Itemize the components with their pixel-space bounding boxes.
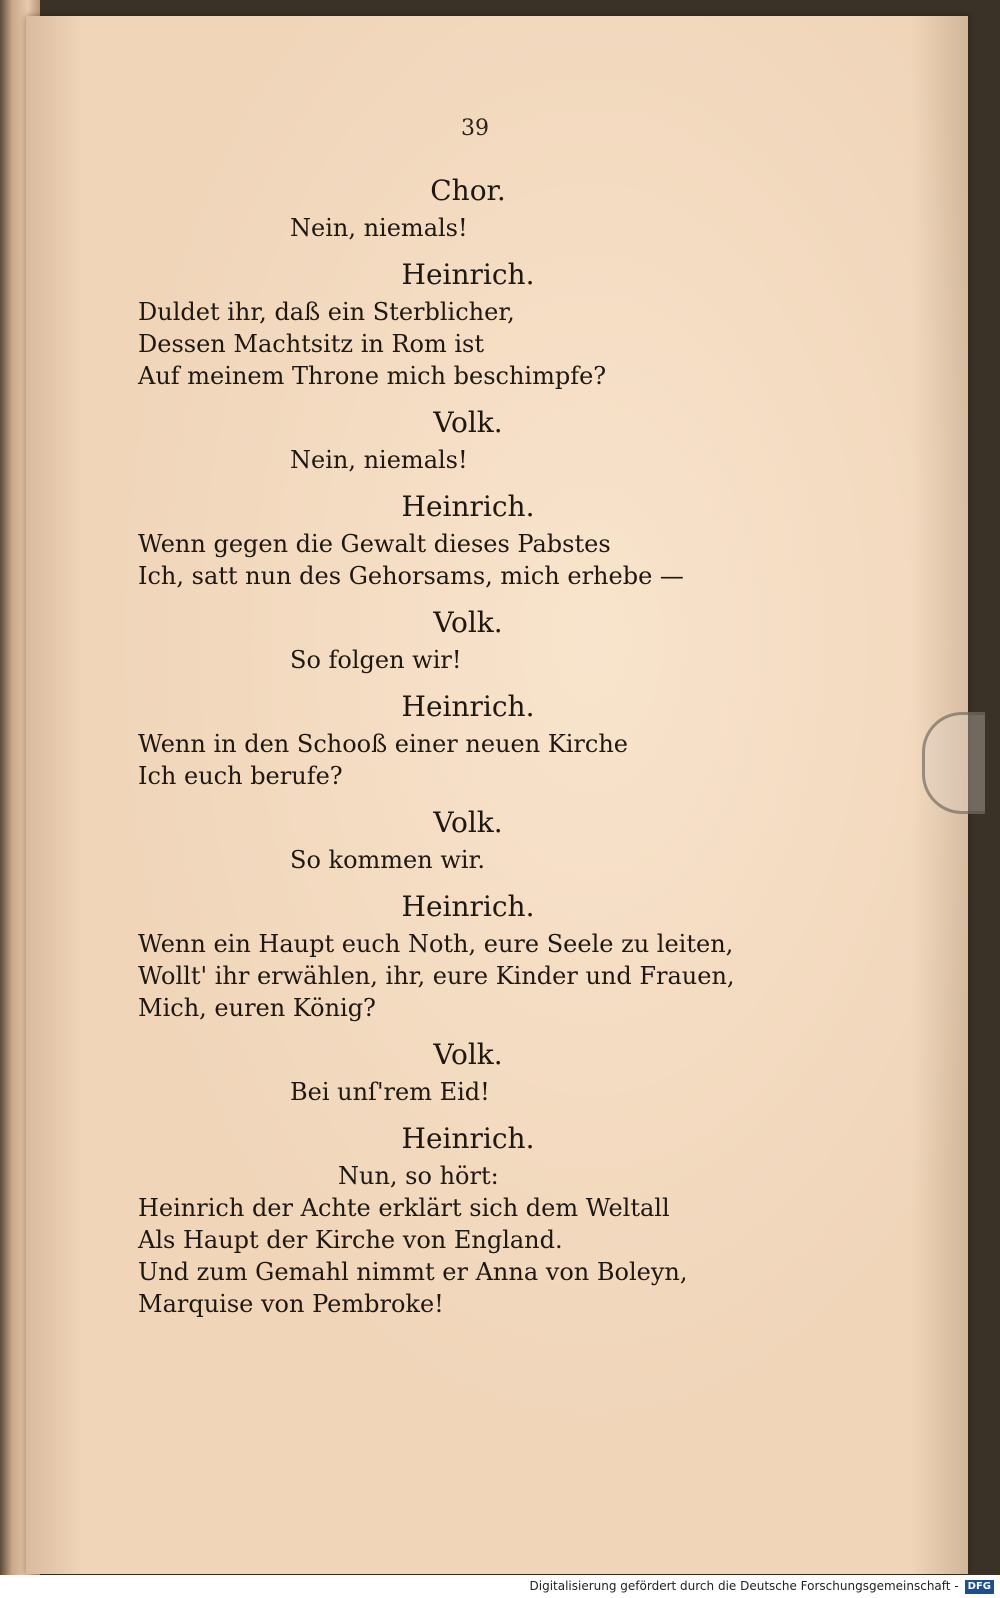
page-number: 39: [461, 116, 489, 141]
page-clip: [922, 712, 985, 814]
dialogue-line: Wenn in den Schooß einer neuen Kirche: [138, 730, 628, 758]
speaker-name: Heinrich.: [401, 690, 535, 723]
dialogue-line: Nein, niemals!: [290, 446, 468, 474]
dialogue-text: [138, 174, 818, 1320]
dialogue-line: Bei unſ'rem Eid!: [290, 1078, 490, 1106]
speaker-name: Heinrich.: [401, 258, 535, 291]
dialogue-line: Ich euch berufe?: [138, 762, 343, 790]
speaker-name: Volk.: [433, 406, 503, 439]
digitization-footer: [0, 1575, 1000, 1598]
dialogue-line: Heinrich der Achte erklärt sich dem Weltall: [138, 1194, 670, 1222]
dialogue-line: So kommen wir.: [290, 846, 485, 874]
book-page: [26, 16, 968, 1574]
dialogue-line: Als Haupt der Kirche von England.: [138, 1226, 563, 1254]
dialogue-line: Mich, euren König?: [138, 994, 376, 1022]
dfg-logo: DFG: [965, 1580, 994, 1594]
speaker-name: Heinrich.: [401, 1122, 535, 1155]
dialogue-line: Wenn ein Haupt euch Noth, eure Seele zu leiten,: [138, 930, 734, 958]
speaker-name: Volk.: [433, 1038, 503, 1071]
dialogue-line: Auf meinem Throne mich beschimpfe?: [138, 362, 607, 390]
footer-credit: Digitalisierung gefördert durch die Deutsche Forschungsgemeinschaft -: [529, 1579, 959, 1593]
speaker-name: Heinrich.: [401, 490, 535, 523]
speaker-name: Volk.: [433, 806, 503, 839]
dialogue-line: Wollt' ihr erwählen, ihr, eure Kinder und Frauen,: [138, 962, 735, 990]
dialogue-line: Marquise von Pembroke!: [138, 1290, 444, 1318]
dialogue-line: Ich, satt nun des Gehorsams, mich erhebe —: [138, 562, 684, 590]
dialogue-line: Nein, niemals!: [290, 214, 468, 242]
dialogue-line: Duldet ihr, daß ein Sterblicher,: [138, 298, 515, 326]
dialogue-line: Nun, so hört:: [338, 1162, 499, 1190]
dialogue-line: Wenn gegen die Gewalt dieses Pabstes: [138, 530, 611, 558]
dialogue-line: Dessen Machtsitz in Rom ist: [138, 330, 485, 358]
speaker-name: Heinrich.: [401, 890, 535, 923]
speaker-name: Chor.: [430, 174, 506, 207]
dialogue-line: So folgen wir!: [290, 646, 462, 674]
speaker-name: Volk.: [433, 606, 503, 639]
dialogue-line: Und zum Gemahl nimmt er Anna von Boleyn,: [138, 1258, 688, 1286]
